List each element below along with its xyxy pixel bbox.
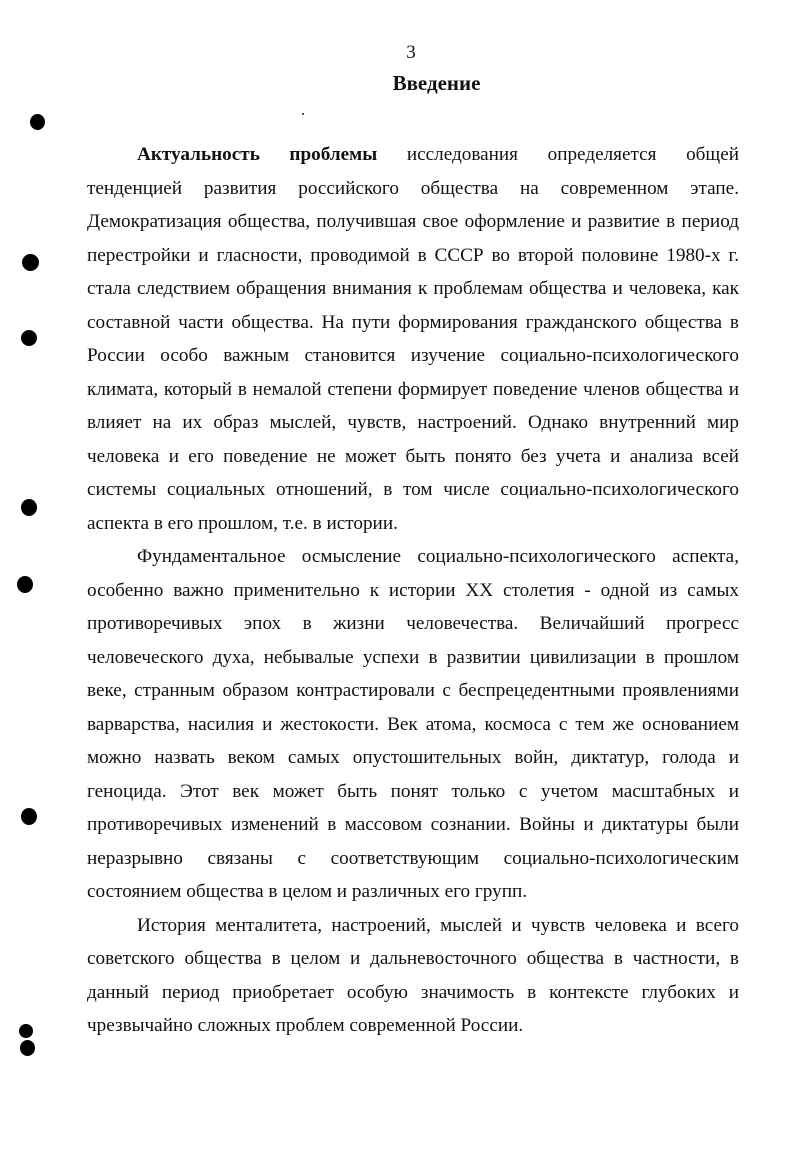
punch-hole-mark	[19, 1024, 33, 1038]
punch-hole-mark	[21, 808, 37, 825]
punch-hole-mark	[22, 254, 39, 271]
paragraph-2: Фундаментальное осмысление социально-психологического аспекта, особенно важно применительно к истории XX столетия - одной из самых противоречивых эпох в жизни человечества. Величайший прогресс человеческого духа, небывалые успехи в развитии цивилизации в прошлом веке, странным образом контрастировали с беспрецедентными проявлениями варварства, насилия и жестокости. Век атома, космоса с тем же основанием можно назвать веком самых опустошительных войн, диктатур, голода и геноцида. Этот век может быть понят только с учетом масштабных и противоречивых изменений в массовом сознании. Войны и диктатуры были неразрывно связаны с соответствующим социально-психологическим состоянием общества в целом и различных его групп.	[87, 546, 739, 902]
paragraph-1	[87, 138, 739, 540]
punch-hole-mark	[21, 330, 37, 346]
paragraph-1-text: исследования определяется общей тенденцией развития российского общества на современном этапе. Демократизация общества, получившая свое оформление и развитие в период перестройки и гласности, проводимой в СССР во второй половине 1980-х г. стала следствием обращения внимания к проблемам общества и человека, как составной части общества. На пути формирования гражданского общества в России особо важным становится изучение социально-психологического климата, который в немалой степени формирует поведение членов общества и влияет на их образ мыслей, чувств, настроений. Однако внутренний мир человека и его поведение не может быть понято без учета и анализа всей системы социальных отношений, в том числе социально-психологического аспекта в его прошлом, т.е. в истории.	[87, 144, 739, 534]
punch-hole-mark	[20, 1040, 35, 1056]
punch-hole-mark	[17, 576, 33, 593]
page-title: Введение	[392, 71, 481, 95]
paragraph-3: История менталитета, настроений, мыслей и чувств человека и всего советского общества в целом и дальневосточного общества в частности, в данный период приобретает особую значимость в контексте глубоких и чрезвычайно сложных проблем современной России.	[87, 914, 739, 1036]
punch-hole-mark	[21, 499, 37, 516]
page-number: 3	[406, 42, 416, 63]
punch-hole-mark	[30, 114, 45, 130]
body-text	[87, 138, 739, 1043]
scan-speck	[302, 113, 304, 115]
paragraph-1-lead: Актуальность проблемы	[137, 144, 378, 165]
